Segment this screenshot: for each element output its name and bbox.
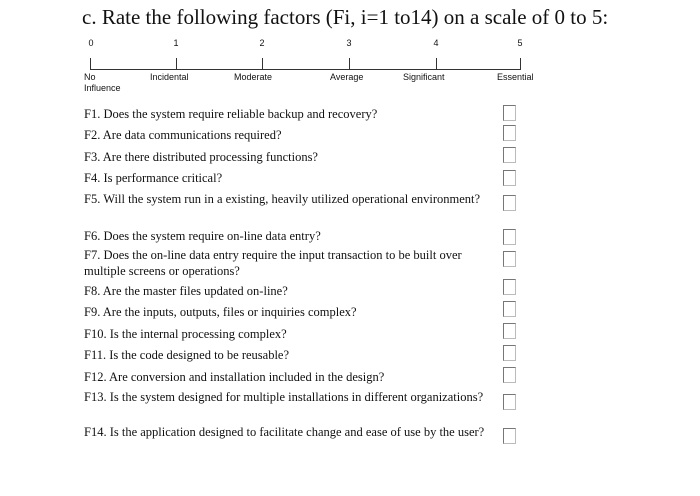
factor-f3: F3. Are there distributed processing functions?	[84, 150, 318, 164]
scale-number-4: 4	[433, 38, 439, 48]
rating-box-f7[interactable]	[503, 251, 516, 267]
rating-box-f14[interactable]	[503, 428, 516, 444]
scale-number-3: 3	[346, 38, 352, 48]
scale-number-5: 5	[517, 38, 523, 48]
scale-label-incidental: Incidental	[150, 72, 189, 82]
scale-tick	[520, 58, 521, 70]
factor-f4: F4. Is performance critical?	[84, 171, 223, 185]
rating-box-f13[interactable]	[503, 394, 516, 410]
scale-tick	[262, 58, 263, 70]
rating-box-f6[interactable]	[503, 229, 516, 245]
question-title: c. Rate the following factors (Fi, i=1 to14) on a scale of 0 to 5:	[82, 5, 609, 29]
scale-label-moderate: Moderate	[234, 72, 273, 82]
factor-f7: F7. Does the on-line data entry require the input transaction to be built over multiple screens or operations?	[84, 248, 462, 278]
scale-label-essential: Essential	[497, 72, 534, 82]
scale-label-no: No	[84, 72, 96, 82]
rating-box-f1[interactable]	[503, 105, 516, 121]
scale-axis-line	[90, 69, 520, 70]
scale-number-1: 1	[173, 38, 179, 48]
scale-label-influence: Influence	[84, 83, 121, 93]
rating-box-f5[interactable]	[503, 195, 516, 211]
factor-f2: F2. Are data communications required?	[84, 128, 282, 142]
scale-tick	[436, 58, 437, 70]
scale-tick	[176, 58, 177, 70]
factor-f8: F8. Are the master files updated on-line?	[84, 284, 288, 298]
factor-f10: F10. Is the internal processing complex?	[84, 327, 287, 341]
factor-f12: F12. Are conversion and installation included in the design?	[84, 370, 385, 384]
rating-scale	[0, 0, 700, 100]
rating-box-f11[interactable]	[503, 345, 516, 361]
rating-box-f4[interactable]	[503, 170, 516, 186]
rating-box-f2[interactable]	[503, 125, 516, 141]
rating-box-f9[interactable]	[503, 301, 516, 317]
rating-box-f12[interactable]	[503, 367, 516, 383]
scale-tick	[349, 58, 350, 70]
factor-f13: F13. Is the system designed for multiple installations in different organizations?	[84, 390, 484, 404]
scale-tick	[90, 58, 91, 70]
factor-f11: F11. Is the code designed to be reusable?	[84, 348, 290, 362]
factor-f6: F6. Does the system require on-line data entry?	[84, 229, 321, 243]
scale-number-2: 2	[259, 38, 265, 48]
factor-f5: F5. Will the system run in a existing, heavily utilized operational environment?	[84, 192, 481, 206]
rating-box-f8[interactable]	[503, 279, 516, 295]
rating-box-f3[interactable]	[503, 147, 516, 163]
factor-f1: F1. Does the system require reliable backup and recovery?	[84, 107, 378, 121]
factor-f9: F9. Are the inputs, outputs, files or inquiries complex?	[84, 305, 357, 319]
scale-number-0: 0	[88, 38, 94, 48]
rating-box-f10[interactable]	[503, 323, 516, 339]
factor-f14: F14. Is the application designed to facilitate change and ease of use by the user?	[84, 425, 485, 439]
scale-label-no-influence	[84, 72, 121, 94]
scale-label-significant: Significant	[403, 72, 445, 82]
scale-label-average: Average	[330, 72, 364, 82]
